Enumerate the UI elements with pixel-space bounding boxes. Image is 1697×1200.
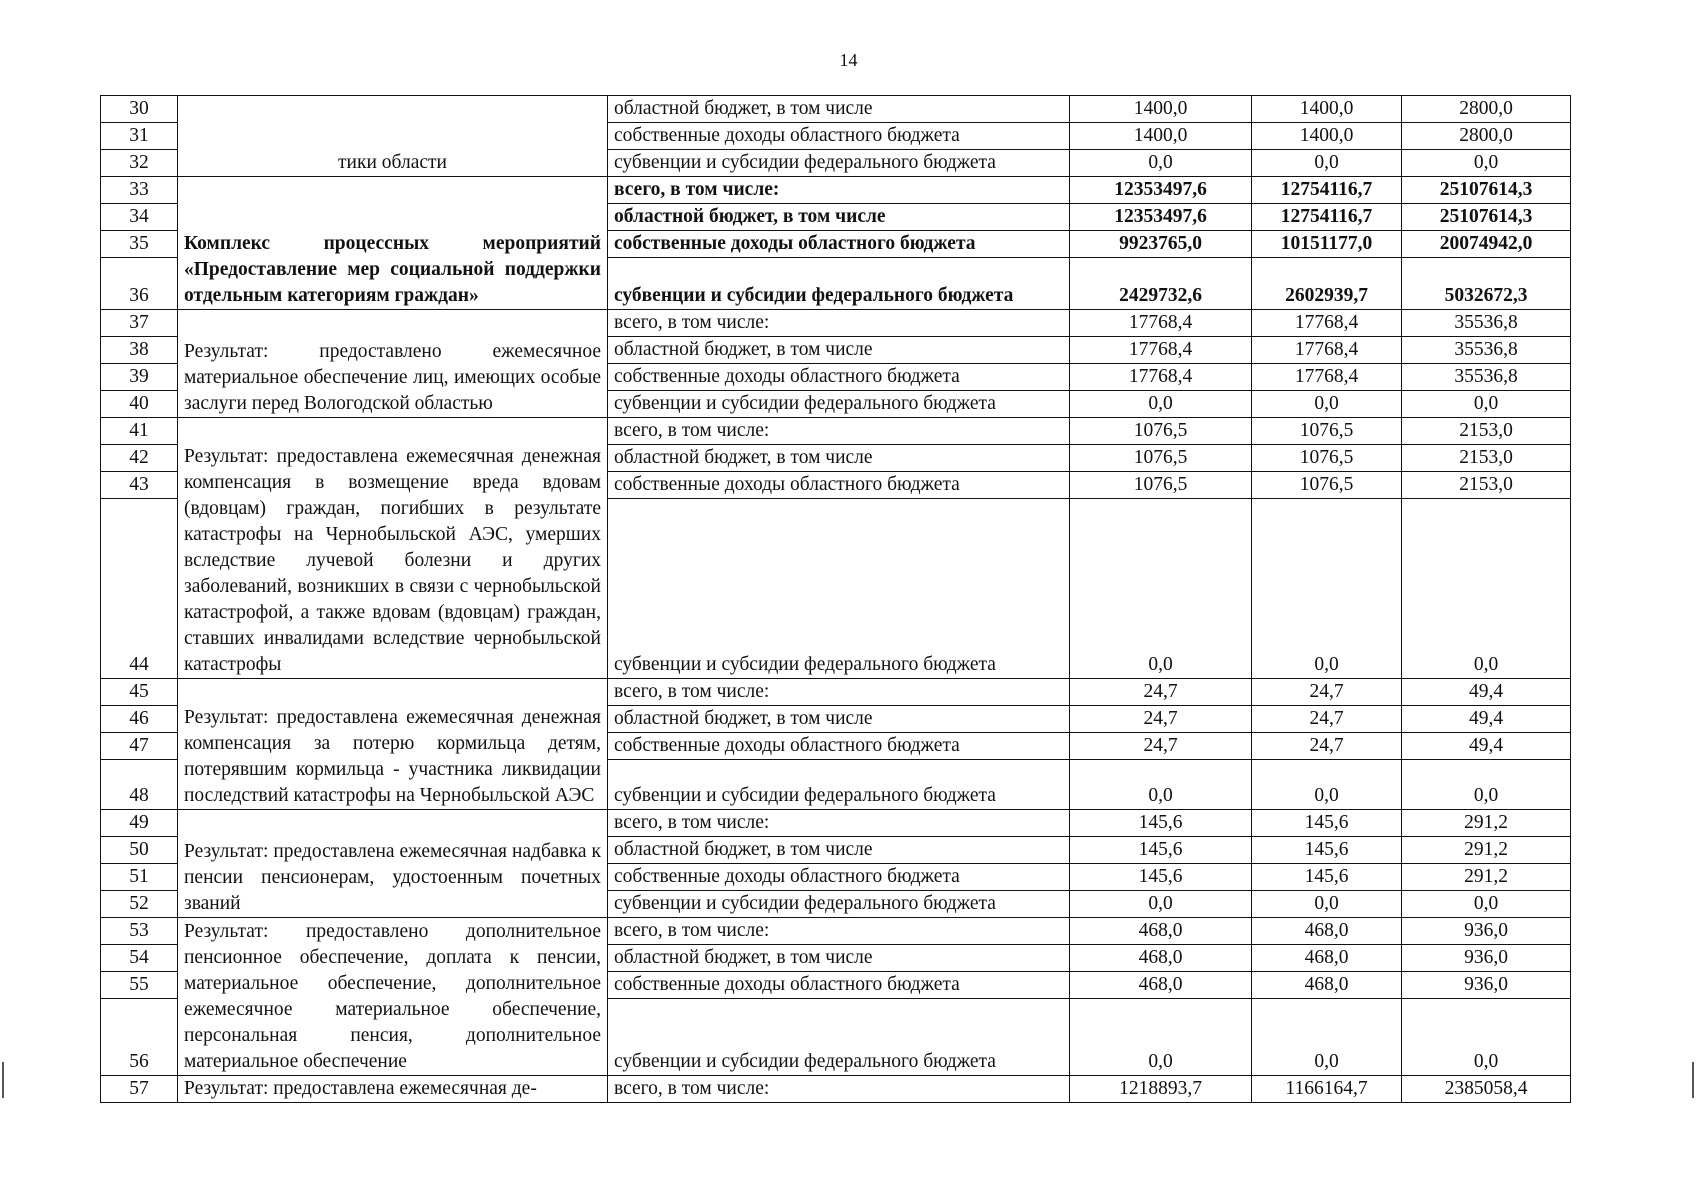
value-year-1: 17768,4 [1070, 364, 1252, 391]
value-year-1: 0,0 [1070, 150, 1252, 177]
funding-source: собственные доходы областного бюджета [608, 472, 1070, 499]
value-year-1: 24,7 [1070, 706, 1252, 733]
value-year-1: 145,6 [1070, 837, 1252, 864]
value-total: 291,2 [1402, 837, 1571, 864]
table-row [101, 918, 1571, 945]
value-total: 0,0 [1402, 999, 1571, 1076]
value-total: 35536,8 [1402, 310, 1571, 337]
value-year-2: 24,7 [1252, 733, 1402, 760]
value-year-2: 12754116,7 [1252, 177, 1402, 204]
value-total: 2800,0 [1402, 123, 1571, 150]
value-year-2: 1400,0 [1252, 96, 1402, 123]
value-year-2: 145,6 [1252, 864, 1402, 891]
row-number: 33 [101, 177, 178, 204]
funding-source: всего, в том числе: [608, 679, 1070, 706]
value-total: 35536,8 [1402, 337, 1571, 364]
funding-source: всего, в том числе: [608, 177, 1070, 204]
funding-source: областной бюджет, в том числе [608, 837, 1070, 864]
row-number: 40 [101, 391, 178, 418]
value-year-1: 0,0 [1070, 499, 1252, 679]
value-year-1: 12353497,6 [1070, 204, 1252, 231]
row-number: 35 [101, 231, 178, 258]
row-number: 55 [101, 972, 178, 999]
value-year-1: 24,7 [1070, 733, 1252, 760]
description-cell: Комплекс процессных мероприятий «Предоставление мер социальной поддержки отдельным категориям граждан» [178, 177, 608, 310]
row-number: 50 [101, 837, 178, 864]
value-year-1: 24,7 [1070, 679, 1252, 706]
table-row [101, 810, 1571, 837]
funding-source: всего, в том числе: [608, 310, 1070, 337]
funding-source: собственные доходы областного бюджета [608, 733, 1070, 760]
value-year-1: 1400,0 [1070, 96, 1252, 123]
row-number: 37 [101, 310, 178, 337]
value-year-1: 1076,5 [1070, 418, 1252, 445]
value-total: 0,0 [1402, 891, 1571, 918]
funding-source: областной бюджет, в том числе [608, 96, 1070, 123]
value-total: 0,0 [1402, 391, 1571, 418]
funding-source: всего, в том числе: [608, 418, 1070, 445]
value-year-1: 468,0 [1070, 972, 1252, 999]
value-total: 0,0 [1402, 150, 1571, 177]
value-year-2: 468,0 [1252, 945, 1402, 972]
value-total: 291,2 [1402, 810, 1571, 837]
row-number: 43 [101, 472, 178, 499]
row-number: 49 [101, 810, 178, 837]
value-total: 936,0 [1402, 972, 1571, 999]
funding-source: субвенции и субсидии федерального бюджета [608, 391, 1070, 418]
row-number: 52 [101, 891, 178, 918]
description-cell: Результат: предоставлена ежемесячная денежная компенсация за потерю кормильца детям, потерявшим кормильца - участника ликвидации последствий катастрофы на Чернобыльской АЭС [178, 679, 608, 810]
funding-source: собственные доходы областного бюджета [608, 864, 1070, 891]
value-year-2: 145,6 [1252, 837, 1402, 864]
value-total: 0,0 [1402, 499, 1571, 679]
table-row [101, 96, 1571, 123]
value-total: 5032672,3 [1402, 258, 1571, 310]
value-year-1: 145,6 [1070, 810, 1252, 837]
value-year-2: 10151177,0 [1252, 231, 1402, 258]
value-total: 49,4 [1402, 679, 1571, 706]
funding-source: собственные доходы областного бюджета [608, 123, 1070, 150]
funding-source: всего, в том числе: [608, 1076, 1070, 1103]
value-total: 2800,0 [1402, 96, 1571, 123]
value-year-1: 0,0 [1070, 391, 1252, 418]
row-number: 53 [101, 918, 178, 945]
funding-source: областной бюджет, в том числе [608, 706, 1070, 733]
funding-source: субвенции и субсидии федерального бюджета [608, 760, 1070, 810]
value-year-2: 1166164,7 [1252, 1076, 1402, 1103]
value-year-1: 145,6 [1070, 864, 1252, 891]
value-year-2: 17768,4 [1252, 310, 1402, 337]
value-year-2: 17768,4 [1252, 337, 1402, 364]
row-number: 44 [101, 499, 178, 679]
table-row [101, 679, 1571, 706]
value-total: 25107614,3 [1402, 177, 1571, 204]
value-year-2: 2602939,7 [1252, 258, 1402, 310]
value-year-2: 0,0 [1252, 760, 1402, 810]
funding-source: субвенции и субсидии федерального бюджета [608, 258, 1070, 310]
row-number: 46 [101, 706, 178, 733]
description-cell: Результат: предоставлено дополнительное пенсионное обеспечение, доплата к пенсии, материальное обеспечение, дополнительное ежемесячное материальное обеспечение, персональная пенсия, дополнительное материальное обеспечение [178, 918, 608, 1076]
row-number: 39 [101, 364, 178, 391]
value-year-2: 17768,4 [1252, 364, 1402, 391]
value-total: 25107614,3 [1402, 204, 1571, 231]
value-total: 936,0 [1402, 945, 1571, 972]
row-number: 38 [101, 337, 178, 364]
funding-source: собственные доходы областного бюджета [608, 972, 1070, 999]
value-year-1: 0,0 [1070, 891, 1252, 918]
funding-source: всего, в том числе: [608, 810, 1070, 837]
value-year-2: 468,0 [1252, 972, 1402, 999]
funding-source: субвенции и субсидии федерального бюджета [608, 150, 1070, 177]
value-total: 20074942,0 [1402, 231, 1571, 258]
row-number: 51 [101, 864, 178, 891]
funding-source: субвенции и субсидии федерального бюджета [608, 499, 1070, 679]
value-year-1: 12353497,6 [1070, 177, 1252, 204]
value-year-2: 24,7 [1252, 706, 1402, 733]
value-total: 291,2 [1402, 864, 1571, 891]
table-row [101, 177, 1571, 204]
value-year-1: 1076,5 [1070, 472, 1252, 499]
value-year-1: 0,0 [1070, 760, 1252, 810]
value-year-2: 145,6 [1252, 810, 1402, 837]
value-year-1: 468,0 [1070, 945, 1252, 972]
value-total: 2153,0 [1402, 445, 1571, 472]
description-cell: Результат: предоставлена ежемесячная денежная компенсация в возмещение вреда вдовам (вдовцам) граждан, погибших в результате катастрофы на Чернобыльской АЭС, умерших вследствие лучевой болезни и других заболеваний, возникших в связи с чернобыльской катастрофой, а также вдовам (вдовцам) граждан, ставших инвалидами вследствие чернобыльской катастрофы [178, 418, 608, 679]
funding-source: субвенции и субсидии федерального бюджета [608, 999, 1070, 1076]
description-cell: тики области [178, 96, 608, 177]
value-year-2: 0,0 [1252, 150, 1402, 177]
page-number: 14 [839, 50, 858, 70]
value-total: 936,0 [1402, 918, 1571, 945]
funding-source: областной бюджет, в том числе [608, 337, 1070, 364]
row-number: 30 [101, 96, 178, 123]
row-number: 34 [101, 204, 178, 231]
row-number: 45 [101, 679, 178, 706]
table-row [101, 1076, 1571, 1103]
value-year-1: 2429732,6 [1070, 258, 1252, 310]
value-total: 2153,0 [1402, 418, 1571, 445]
funding-source: областной бюджет, в том числе [608, 204, 1070, 231]
row-number: 32 [101, 150, 178, 177]
value-total: 0,0 [1402, 760, 1571, 810]
value-year-2: 1076,5 [1252, 418, 1402, 445]
value-year-2: 0,0 [1252, 999, 1402, 1076]
row-number: 36 [101, 258, 178, 310]
value-year-2: 1400,0 [1252, 123, 1402, 150]
funding-source: собственные доходы областного бюджета [608, 231, 1070, 258]
row-number: 48 [101, 760, 178, 810]
description-cell: Результат: предоставлено ежемесячное материальное обеспечение лиц, имеющих особые заслуги перед Вологодской областью [178, 310, 608, 418]
funding-source: субвенции и субсидии федерального бюджета [608, 891, 1070, 918]
value-year-2: 468,0 [1252, 918, 1402, 945]
row-number: 54 [101, 945, 178, 972]
value-total: 35536,8 [1402, 364, 1571, 391]
value-year-1: 17768,4 [1070, 310, 1252, 337]
row-number: 47 [101, 733, 178, 760]
value-total: 49,4 [1402, 706, 1571, 733]
value-year-2: 1076,5 [1252, 472, 1402, 499]
value-total: 2153,0 [1402, 472, 1571, 499]
budget-table [100, 95, 1571, 1103]
funding-source: областной бюджет, в том числе [608, 445, 1070, 472]
row-number: 41 [101, 418, 178, 445]
value-year-2: 12754116,7 [1252, 204, 1402, 231]
value-year-1: 1076,5 [1070, 445, 1252, 472]
row-number: 57 [101, 1076, 178, 1103]
value-year-1: 0,0 [1070, 999, 1252, 1076]
funding-source: областной бюджет, в том числе [608, 945, 1070, 972]
value-year-2: 0,0 [1252, 891, 1402, 918]
value-year-1: 17768,4 [1070, 337, 1252, 364]
row-number: 31 [101, 123, 178, 150]
description-cell: Результат: предоставлена ежемесячная надбавка к пенсии пенсионерам, удостоенным почетных званий [178, 810, 608, 918]
row-number: 56 [101, 999, 178, 1076]
value-year-2: 0,0 [1252, 391, 1402, 418]
row-number: 42 [101, 445, 178, 472]
funding-source: собственные доходы областного бюджета [608, 364, 1070, 391]
value-year-2: 0,0 [1252, 499, 1402, 679]
value-year-1: 468,0 [1070, 918, 1252, 945]
table-row [101, 310, 1571, 337]
value-year-2: 24,7 [1252, 679, 1402, 706]
value-total: 2385058,4 [1402, 1076, 1571, 1103]
funding-source: всего, в том числе: [608, 918, 1070, 945]
value-year-1: 1218893,7 [1070, 1076, 1252, 1103]
scan-edge-mark-left [2, 1062, 4, 1098]
table-row [101, 418, 1571, 445]
description-cell: Результат: предоставлена ежемесячная де- [178, 1076, 608, 1103]
value-total: 49,4 [1402, 733, 1571, 760]
scan-edge-mark-right [1692, 1062, 1694, 1098]
value-year-2: 1076,5 [1252, 445, 1402, 472]
value-year-1: 9923765,0 [1070, 231, 1252, 258]
value-year-1: 1400,0 [1070, 123, 1252, 150]
